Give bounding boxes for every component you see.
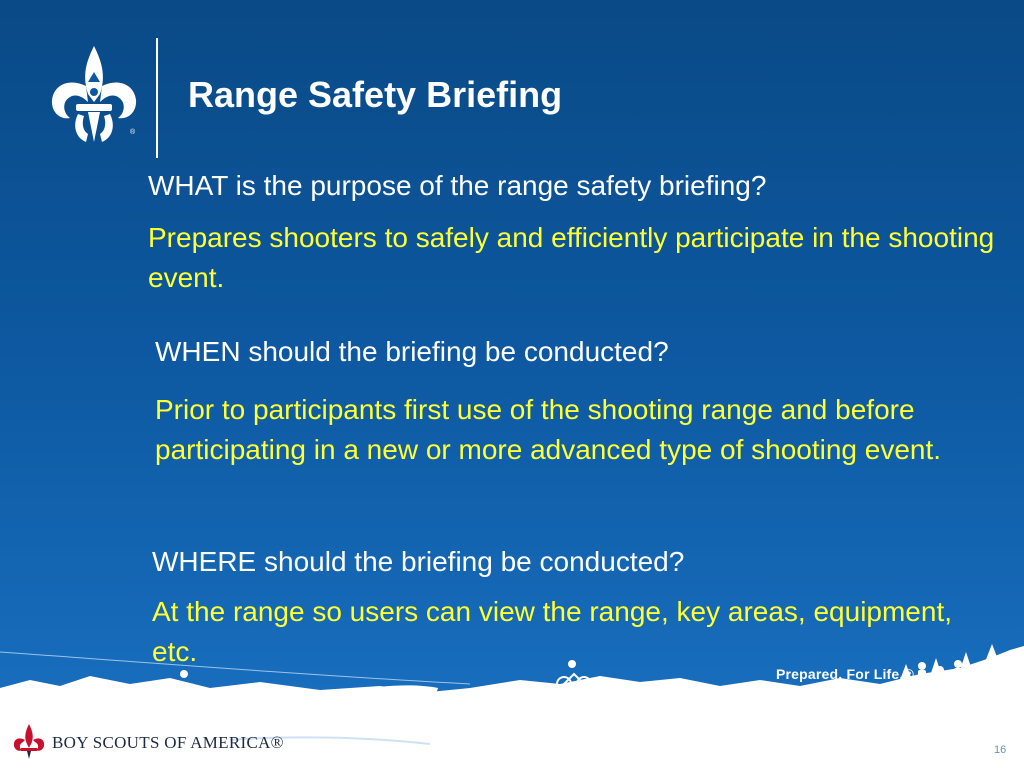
answer-when: Prior to participants first use of the shooting range and before participating in a new or more advanced type of shooting event. [155,394,942,465]
tagline: Prepared. For Life.® [776,666,915,682]
bsa-emblem-icon [12,722,46,760]
fleur-de-lis-logo-icon [48,42,140,150]
answer-what: Prepares shooters to safely and efficiently participate in the shooting event. [148,222,995,293]
header-divider [156,38,158,158]
question-where: WHERE should the briefing be conducted? [152,546,685,577]
slide-title: Range Safety Briefing [188,74,563,115]
question-when: WHEN should the briefing be conducted? [155,336,669,367]
organization-name: BOY SCOUTS OF AMERICA® [52,733,284,752]
svg-text:®: ® [130,129,136,136]
page-number: 16 [994,744,1007,756]
answer-where: At the range so users can view the range, key areas, equipment, etc. [152,596,953,667]
question-what: WHAT is the purpose of the range safety briefing? [148,170,767,201]
